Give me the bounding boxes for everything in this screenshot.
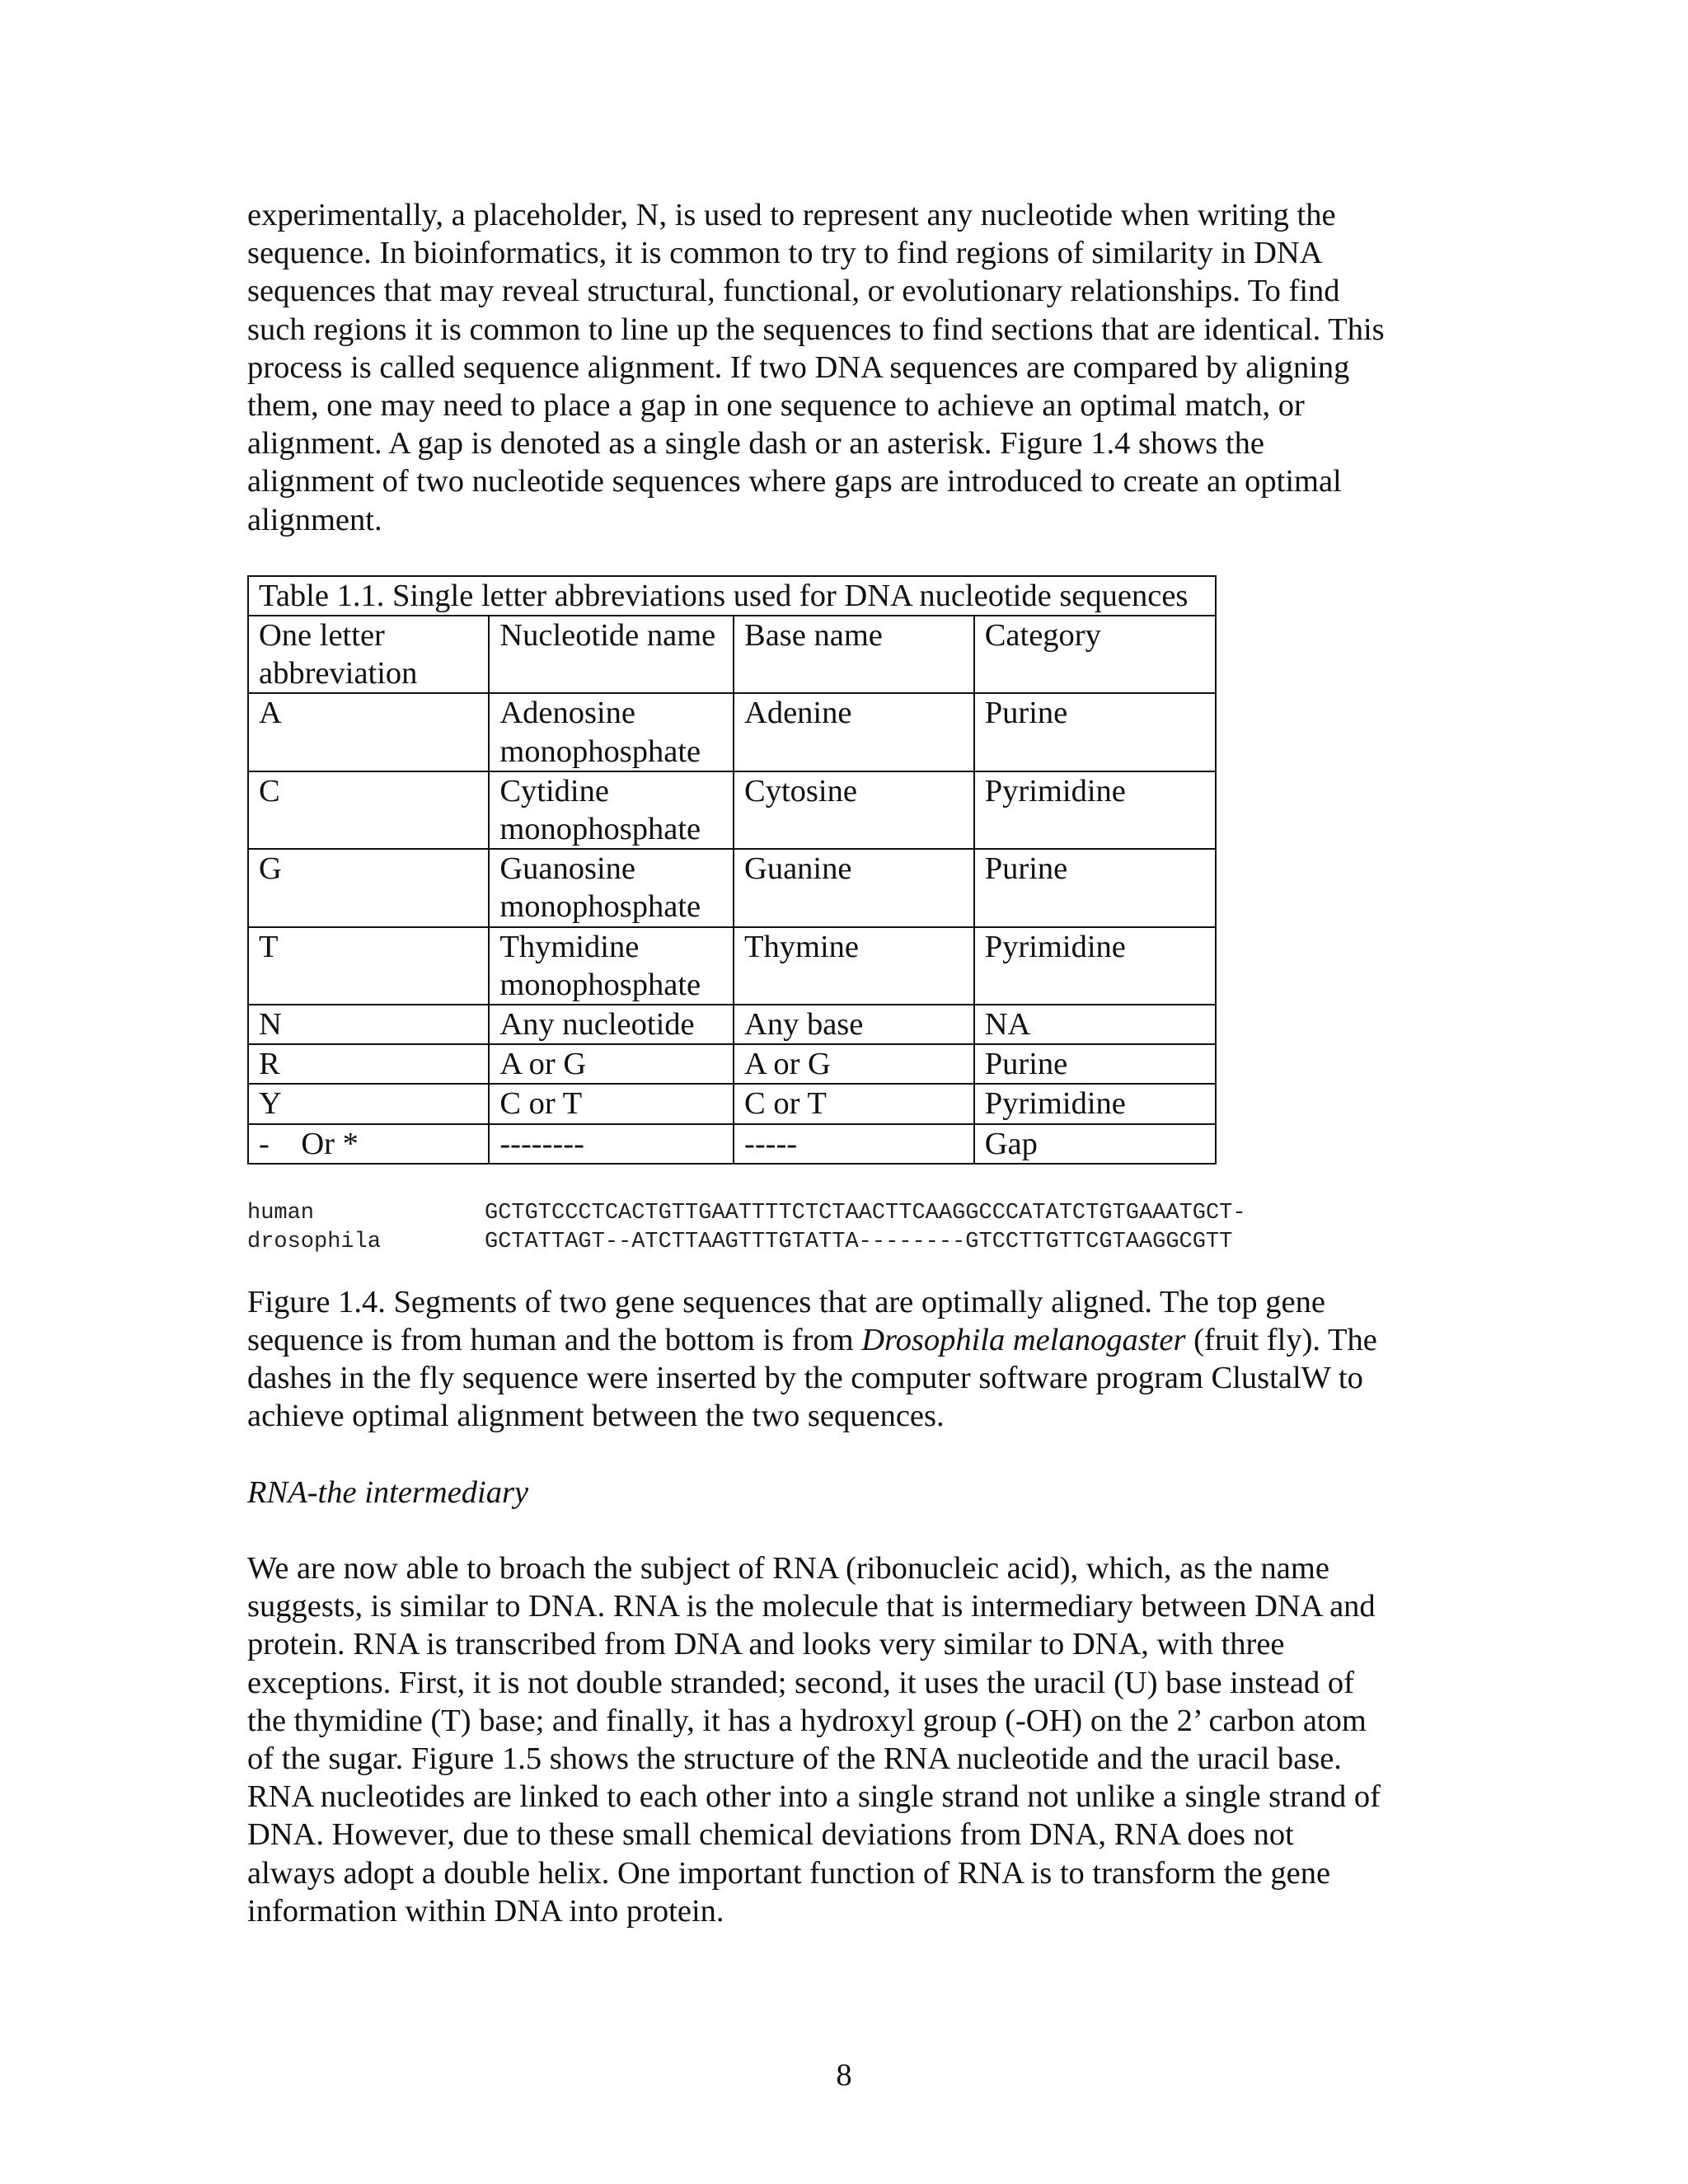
caption-text: sequence is from human and the bottom is from: [247, 1323, 862, 1358]
intro-paragraph: [247, 196, 1451, 539]
text-line: alignment. A gap is denoted as a single dash or an asterisk. Figure 1.4 shows the: [247, 426, 1264, 462]
text-line: such regions it is common to line up the sequences to find sections that are identical. This: [247, 312, 1385, 347]
table-cell: Cytosine: [734, 771, 974, 849]
table-cell: Thymidine monophosphate: [489, 927, 734, 1005]
table-cell: Y: [248, 1084, 489, 1123]
table-header-cell: One letter abbreviation: [248, 616, 489, 693]
text-line: exceptions. First, it is not double stranded; second, it uses the uracil (U) base instead of: [247, 1665, 1354, 1700]
nucleotide-table: [247, 575, 1217, 1165]
text-line: alignment of two nucleotide sequences where gaps are introduced to create an optimal: [247, 464, 1342, 499]
text-line: DNA. However, due to these small chemical deviations from DNA, RNA does not: [247, 1817, 1294, 1853]
table-cell: --------: [489, 1124, 734, 1164]
table-cell: G: [248, 849, 489, 926]
table-cell: A or G: [489, 1044, 734, 1084]
table-caption: Table 1.1. Single letter abbreviations used for DNA nucleotide sequences: [248, 576, 1216, 616]
table-row: [248, 849, 1216, 926]
caption-text: (fruit fly). The: [1185, 1323, 1377, 1358]
table-cell: Guanosine monophosphate: [489, 849, 734, 926]
text-line: achieve optimal alignment between the two sequences.: [247, 1399, 945, 1434]
section-heading: RNA-the intermediary: [247, 1474, 529, 1510]
text-line: process is called sequence alignment. If two DNA sequences are compared by aligning: [247, 349, 1350, 385]
table-header-cell: Category: [974, 616, 1216, 693]
table-cell: Thymine: [734, 927, 974, 1005]
table-cell: C: [248, 771, 489, 849]
text-line: Figure 1.4. Segments of two gene sequences that are optimally aligned. The top gene: [247, 1284, 1325, 1319]
sequence-alignment: [247, 1199, 1451, 1257]
table-cell: Pyrimidine: [974, 1084, 1216, 1123]
text-line: sequences that may reveal structural, functional, or evolutionary relationships. To find: [247, 274, 1340, 309]
species-italic: Drosophila melanogaster: [861, 1323, 1186, 1358]
text-line: We are now able to broach the subject of RNA (ribonucleic acid), which, as the name: [247, 1550, 1329, 1586]
text-line: protein. RNA is transcribed from DNA and looks very similar to DNA, with three: [247, 1627, 1285, 1662]
document-page: [247, 196, 1451, 1930]
alignment-row: [247, 1199, 1451, 1228]
table-cell: -----: [734, 1124, 974, 1164]
alignment-row: [247, 1228, 1451, 1257]
table-cell: Guanine: [734, 849, 974, 926]
table-cell: C or T: [734, 1084, 974, 1123]
figure-caption: [247, 1283, 1451, 1436]
table-cell: Pyrimidine: [974, 927, 1216, 1005]
table-cell: Gap: [974, 1124, 1216, 1164]
table-cell: R: [248, 1044, 489, 1084]
species-name: human: [247, 1200, 315, 1226]
text-line: suggests, is similar to DNA. RNA is the molecule that is intermediary between DNA and: [247, 1589, 1376, 1624]
sequence-text: GCTGTCCCTCACTGTTGAATTTTCTCTAACTTCAAGGCCCATATCTGTGAAATGCT-: [485, 1200, 1246, 1226]
table-row: [248, 927, 1216, 1005]
text-line: of the sugar. Figure 1.5 shows the structure of the RNA nucleotide and the uracil base.: [247, 1741, 1342, 1776]
text-line: the thymidine (T) base; and finally, it has a hydroxyl group (-OH) on the 2’ carbon atom: [247, 1703, 1367, 1738]
table-header-cell: Base name: [734, 616, 974, 693]
table-cell: Any nucleotide: [489, 1005, 734, 1044]
table-cell: N: [248, 1005, 489, 1044]
table-cell: A: [248, 693, 489, 771]
text-line: them, one may need to place a gap in one sequence to achieve an optimal match, or: [247, 388, 1305, 424]
page-number: 8: [836, 2058, 852, 2093]
text-line: always adopt a double helix. One important function of RNA is to transform the gene: [247, 1855, 1331, 1891]
table-row: [248, 771, 1216, 849]
table-cell: Purine: [974, 693, 1216, 771]
rna-paragraph: [247, 1549, 1451, 1930]
text-line: sequence. In bioinformatics, it is common to try to find regions of similarity in DNA: [247, 236, 1323, 271]
table-cell: Purine: [974, 1044, 1216, 1084]
table-cell: T: [248, 927, 489, 1005]
text-line: experimentally, a placeholder, N, is used to represent any nucleotide when writing the: [247, 198, 1336, 232]
table-row: [248, 693, 1216, 771]
table-cell: Pyrimidine: [974, 771, 1216, 849]
text-line: dashes in the fly sequence were inserted by the computer software program ClustalW to: [247, 1361, 1363, 1396]
table-row: [248, 1005, 1216, 1044]
text-line: [247, 1321, 1451, 1359]
species-name: drosophila: [247, 1229, 382, 1254]
text-line: RNA nucleotides are linked to each other into a single strand not unlike a single strand of: [247, 1779, 1381, 1815]
table-cell: NA: [974, 1005, 1216, 1044]
table-cell: Adenine: [734, 693, 974, 771]
sequence-text: GCTATTAGT--ATCTTAAGTTTGTATTA--------GTCCTTGTTCGTAAGGCGTT: [485, 1229, 1233, 1254]
text-line: alignment.: [247, 502, 382, 537]
table-cell: Cytidine monophosphate: [489, 771, 734, 849]
table-cell: Adenosine monophosphate: [489, 693, 734, 771]
text-line: information within DNA into protein.: [247, 1893, 724, 1929]
table-cell: A or G: [734, 1044, 974, 1084]
table-cell: - Or *: [248, 1124, 489, 1164]
table-row: [248, 1084, 1216, 1123]
table-cell: C or T: [489, 1084, 734, 1123]
table-row: [248, 1124, 1216, 1164]
table-cell: Purine: [974, 849, 1216, 926]
table-row: [248, 1044, 1216, 1084]
table-header-row: [248, 616, 1216, 693]
table-header-cell: Nucleotide name: [489, 616, 734, 693]
table-cell: Any base: [734, 1005, 974, 1044]
